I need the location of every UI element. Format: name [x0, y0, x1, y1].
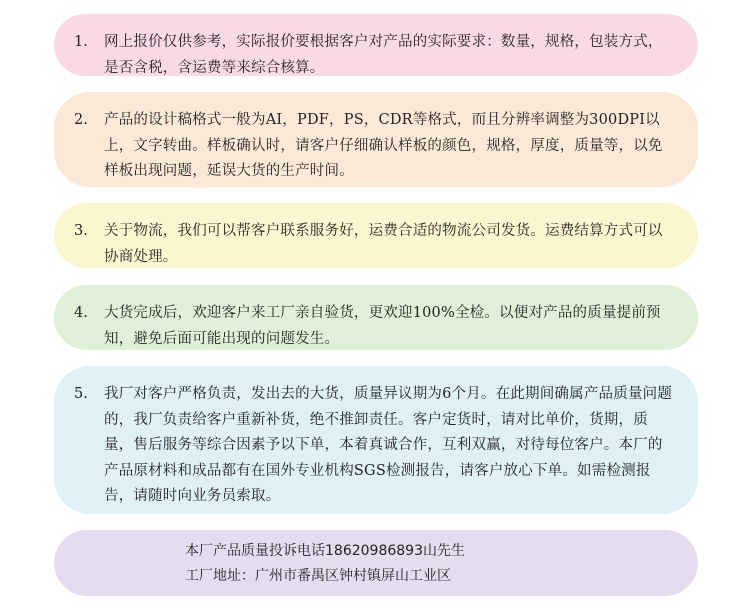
factory-address-line: 工厂地址：广州市番禺区钟村镇屏山工业区: [185, 568, 451, 584]
notice-number: 2.: [74, 112, 88, 128]
notice-card-5: [54, 366, 698, 514]
notice-card-4: [54, 285, 698, 350]
contact-card: [54, 530, 698, 596]
notice-number: 5.: [74, 386, 88, 402]
notice-text: 关于物流，我们可以帮客户联系服务好，运费合适的物流公司发货。运费结算方式可以协商处理。: [104, 223, 663, 265]
notice-text: 大货完成后，欢迎客户来工厂亲自验货，更欢迎100%全检。以便对产品的质量提前预知，避免后面可能出现的问题发生。: [104, 305, 661, 347]
notice-card-2: [54, 92, 698, 187]
notice-text: 产品的设计稿格式一般为AI，PDF，PS，CDR等格式，而且分辨率调整为300DPI以上，文字转曲。样板确认时，请客户仔细确认样板的颜色，规格，厚度，质量等，以免样板出现问题，延误大货的生产时间。: [104, 112, 663, 179]
notice-card-1: [54, 14, 698, 76]
notice-text: 网上报价仅供参考，实际报价要根据客户对产品的实际要求：数量，规格，包装方式，是否含税，含运费等来综合核算。: [104, 34, 663, 76]
notice-card-3: [54, 203, 698, 268]
notice-number: 4.: [74, 305, 88, 321]
complaint-phone-line: 本厂产品质量投诉电话18620986893山先生: [185, 543, 465, 559]
notice-number: 1.: [74, 34, 88, 50]
notice-number: 3.: [74, 223, 88, 239]
notice-text: 我厂对客户严格负责，发出去的大货，质量异议期为6个月。在此期间确属产品质量问题的，我厂负责给客户重新补货，绝不推卸责任。客户定货时，请对比单价，货期，质量，售后服务等综合因素予以下单，本着真诚合作，互利双赢，对待每位客户。本厂的产品原材料和成品都有在国外专业机构SGS检测报告，请客户放心下单。如需检测报告，请随时向业务员索取。: [104, 386, 673, 504]
